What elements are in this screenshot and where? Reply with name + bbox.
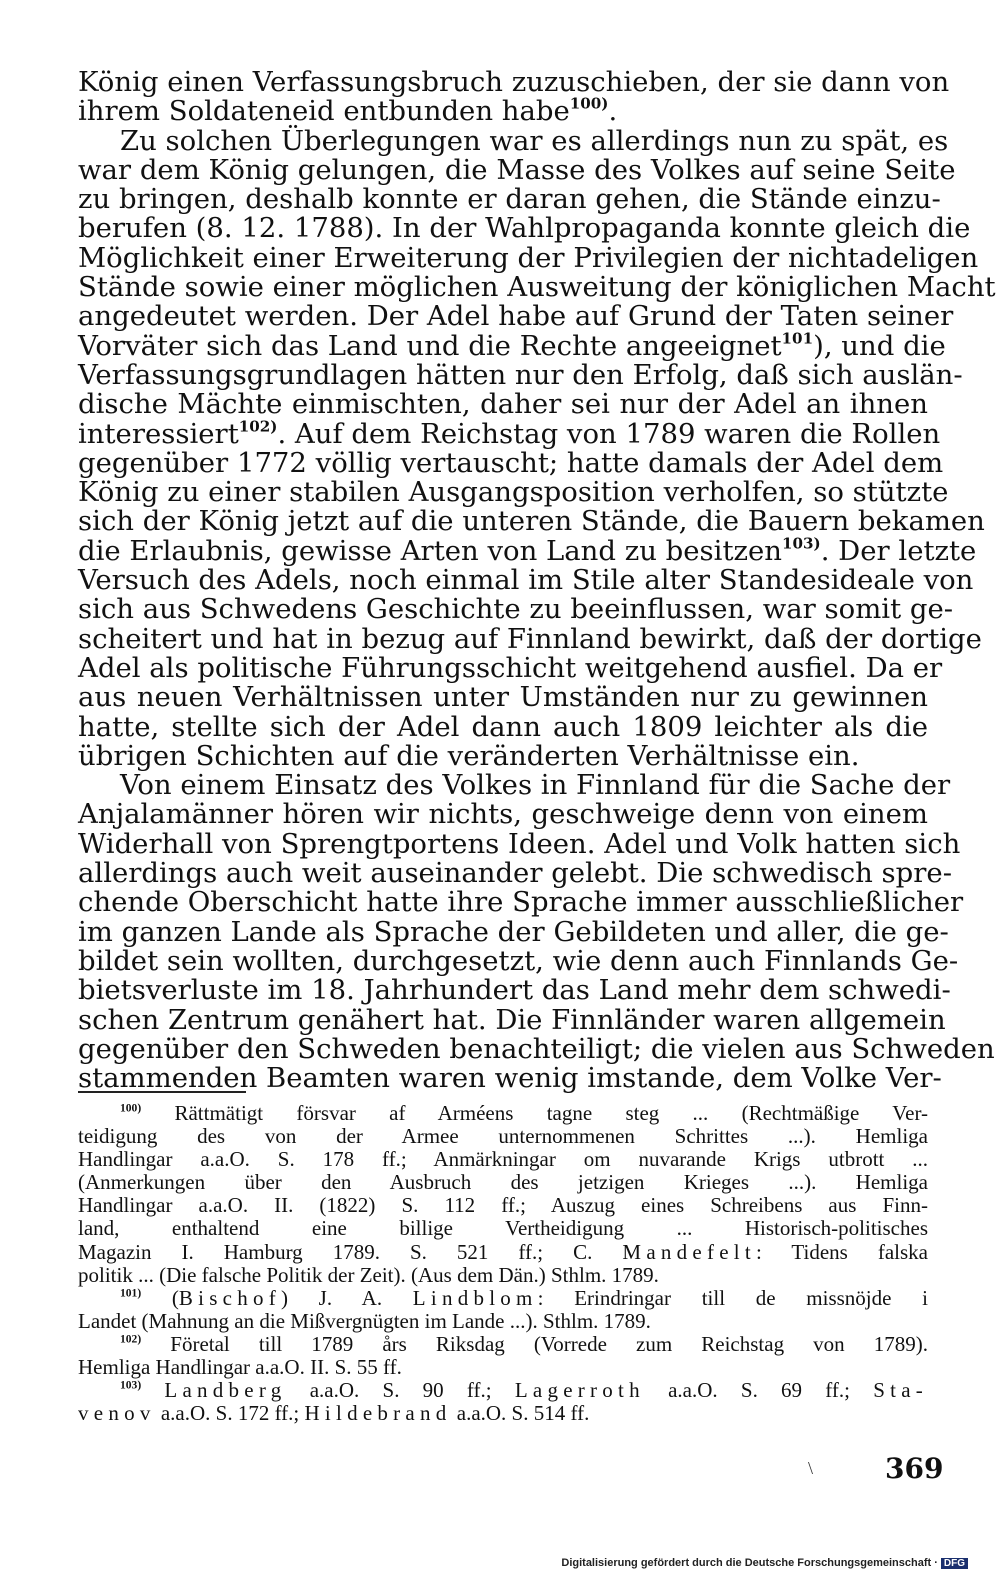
footnote-line: politik ... (Die falsche Politik der Zeit). (Aus dem Dän.) Sthlm. 1789. (78, 1262, 659, 1287)
author-name: venov (78, 1401, 156, 1426)
footnote-line: $^{100)}$ Rättmätigt försvar af Arméens tagne steg ... (Rechtmäßige Ver- (120, 1101, 929, 1125)
footer-text: Digitalisierung gefördert durch die Deutsche Forschungsgemeinschaft · (561, 1557, 938, 1569)
footnote-ref: 101 (781, 329, 814, 348)
author-name: Lindblom (412, 1285, 538, 1310)
footnote-line: $^{103)}$ Landberg a.a.O. S. 90 ff.; Lagerroth a.a.O. S. 69 ff.; Sta- (120, 1378, 929, 1403)
text-line: aus neuen Verhältnissen unter Umständen nur zu gewinnen (78, 681, 928, 714)
author-name: Sta- (873, 1378, 929, 1403)
text-line: berufen (8. 12. 1788). In der Wahlpropaganda konnte gleich die (78, 212, 971, 245)
footnote-marker: 101) (120, 1287, 142, 1300)
text-line: sich der König jetzt auf die unteren Stände, die Bauern bekamen (78, 505, 985, 538)
footnote-line: Landet (Mahnung an die Mißvergnügten im Lande ...). Sthlm. 1789. (78, 1308, 651, 1333)
text-line: angedeutet werden. Der Adel habe auf Grund der Taten seiner (78, 300, 954, 333)
footnote-line: venov a.a.O. S. 172 ff.; Hildebrand a.a.O. S. 514 ff. (78, 1401, 590, 1426)
text-line: Adel als politische Führungsschicht weitgehend ausfiel. Da er (78, 651, 943, 684)
footnote-line: $^{102)}$ Företal till 1789 års Riksdag (Vorrede zum Reichstag von 1789). (120, 1331, 928, 1356)
author-name: Bischof (178, 1285, 281, 1310)
text-line: stammenden Beamten waren wenig imstande, dem Volke Ver- (78, 1062, 942, 1095)
author-name: Hildebrand (304, 1401, 452, 1426)
footnote-marker: 102) (120, 1333, 142, 1346)
text-line: chende Oberschicht hatte ihre Sprache immer ausschließlicher (78, 886, 964, 919)
dfg-logo: DFG (941, 1558, 968, 1569)
text-line: Vorväter sich das Land und die Rechte angeeignet$^{101}$), und die (78, 329, 946, 362)
digitization-footer (561, 1557, 968, 1569)
text-line: interessiert$^{102)}$. Auf dem Reichstag von 1789 waren die Rollen (78, 417, 941, 450)
stray-mark: \ (808, 1458, 814, 1478)
text-line: Zu solchen Überlegungen war es allerdings nun zu spät, es (120, 124, 949, 157)
author-name: Mandefelt (622, 1239, 756, 1264)
text-line: ihrem Soldateneid entbunden habe$^{100)}$. (78, 94, 618, 128)
text-line: bietsverluste im 18. Jahrhundert das Land mehr dem schwedi- (78, 974, 951, 1007)
text-line: bildet sein wollten, durchgesetzt, wie denn auch Finnlands Ge- (78, 944, 959, 977)
text-line: allerdings auch weit auseinander gelebt. Die schwedisch spre- (78, 857, 952, 890)
text-line: übrigen Schichten auf die veränderten Verhältnisse ein. (78, 739, 860, 772)
footnote-ref: 103) (782, 534, 821, 553)
text-line: Anjalamänner hören wir nichts, geschweige denn von einem (78, 798, 928, 831)
footnote-line: teidigung des von der Armee unternommenen Schrittes ...). Hemliga (78, 1124, 928, 1149)
footnote-line: Handlingar a.a.O. II. (1822) S. 112 ff.; Auszug eines Schreibens aus Finn- (78, 1193, 928, 1218)
text-line: dische Mächte einmischten, daher sei nur der Adel an ihnen (78, 388, 928, 421)
footnote-line: (Anmerkungen über den Ausbruch des jetzigen Krieges ...). Hemliga (78, 1170, 928, 1195)
text-line: Widerhall von Sprengtportens Ideen. Adel und Volk hatten sich (78, 827, 961, 860)
footnotes (78, 1102, 928, 1425)
text-line: im ganzen Lande als Sprache der Gebildeten und aller, die ge- (78, 915, 949, 948)
text-line: Möglichkeit einer Erweiterung der Privilegien der nichtadeligen (78, 241, 979, 274)
footnote-line: Magazin I. Hamburg 1789. S. 521 ff.; C. Mandefelt: Tidens falska (78, 1239, 928, 1264)
footnote-ref: 102) (238, 417, 278, 436)
text-line: König zu einer stabilen Ausgangsposition verholfen, so stützte (78, 476, 949, 509)
text-line: scheitert und hat in bezug auf Finnland bewirkt, daß der dortige (78, 622, 982, 655)
footnote-ref: 100) (569, 94, 609, 113)
text-line: gegenüber den Schweden benachteiligt; die vielen aus Schweden (78, 1032, 995, 1065)
text-line: zu bringen, deshalb konnte er daran gehen, die Stände einzu- (78, 183, 941, 216)
footnote-line: Hemliga Handlingar a.a.O. II. S. 55 ff. (78, 1355, 402, 1380)
page-number: 369 (885, 1452, 944, 1485)
footnote-marker: 100) (120, 1102, 142, 1115)
text-line: Versuch des Adels, noch einmal im Stile alter Standesideale von (78, 564, 974, 597)
text-line: gegenüber 1772 völlig vertauscht; hatte damals der Adel dem (78, 446, 944, 479)
text-line: die Erlaubnis, gewisse Arten von Land zu besitzen$^{103)}$. Der letzte (78, 534, 977, 567)
text-line: Verfassungsgrundlagen hätten nur den Erfolg, daß sich auslän- (78, 358, 963, 391)
text-line: war dem König gelungen, die Masse des Volkes auf seine Seite (78, 153, 956, 186)
author-name: Lagerroth (514, 1378, 645, 1403)
text-line: Von einem Einsatz des Volkes in Finnland für die Sache der (120, 769, 951, 802)
footnote-line: Handlingar a.a.O. S. 178 ff.; Anmärkningar om nuvarande Krigs utbrott ... (78, 1147, 928, 1172)
text-line: hatte, stellte sich der Adel dann auch 1809 leichter als die (78, 710, 928, 743)
footnote-line: $^{101)}$ (Bischof) J. A. Lindblom: Erindringar till de missnöjde i (120, 1285, 929, 1310)
text-line: sich aus Schwedens Geschichte zu beeinflussen, war somit ge- (78, 593, 954, 626)
footnote-line: land, enthaltend eine billige Vertheidigung ... Historisch-politisches (78, 1216, 928, 1241)
text-line: König einen Verfassungsbruch zuzuschieben, der sie dann von (78, 66, 950, 98)
author-name: Landberg (164, 1378, 287, 1403)
footnote-marker: 103) (120, 1379, 142, 1392)
text-line: Stände sowie einer möglichen Ausweitung der königlichen Macht (78, 271, 996, 304)
main-text (78, 66, 996, 1095)
footnote-divider (78, 1091, 246, 1093)
text-line: schen Zentrum genähert hat. Die Finnländer waren allgemein (78, 1003, 946, 1036)
